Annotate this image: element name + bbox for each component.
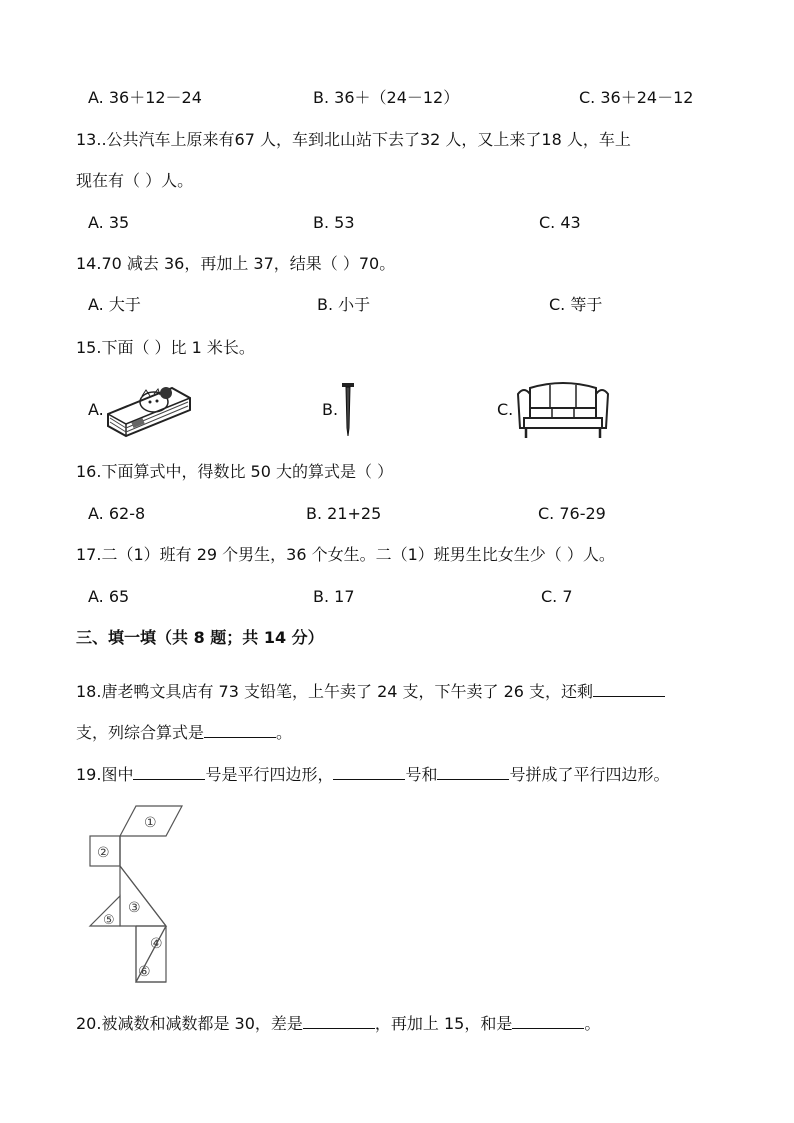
q18-text-part1: 18.唐老鸭文具店有 73 支铅笔，上午卖了 24 支，下午卖了 26 支，还剩: [76, 682, 594, 701]
sofa-picture: [516, 378, 610, 444]
q19-answer-blank-3[interactable]: [437, 763, 509, 780]
nail-picture: [340, 382, 356, 442]
q18-question-line2: [76, 721, 292, 743]
q17-question: 17.二（1）班有 29 个男生，36 个女生。二（1）班男生比女生少（ ）人。: [76, 545, 615, 564]
q14-option-c: C. 等于: [549, 295, 603, 314]
q14-question: 14.70 减去 36，再加上 37，结果（ ）70。: [76, 254, 396, 273]
q14-option-b: B. 小于: [317, 295, 371, 314]
q15-option-a: A.: [88, 400, 104, 419]
q20-text-part3: 。: [584, 1014, 601, 1033]
q13-option-c: C. 43: [539, 213, 581, 232]
q19-text-part1: 19.图中: [76, 765, 134, 784]
q17-option-c: C. 7: [541, 587, 573, 606]
shape-label-6: ⑥: [138, 964, 151, 980]
q13-option-a: A. 35: [88, 213, 130, 232]
q19-question: [76, 763, 670, 785]
q18-text-part3: 。: [276, 723, 293, 742]
shape-label-2: ②: [97, 845, 110, 861]
q19-text-part3: 号和: [405, 765, 438, 784]
q20-question: [76, 1012, 600, 1034]
q16-question: 16.下面算式中，得数比 50 大的算式是（ ）: [76, 462, 394, 481]
q17-option-a: A. 65: [88, 587, 130, 606]
q18-answer-blank-1[interactable]: [593, 680, 665, 697]
q12-option-c: C. 36＋24－12: [579, 88, 694, 107]
shape-label-5: ⑤: [103, 913, 115, 928]
q15-option-b: B.: [322, 400, 339, 419]
q18-answer-blank-2[interactable]: [204, 721, 276, 738]
q20-answer-blank-1[interactable]: [303, 1012, 375, 1029]
section-3-title: 三、填一填（共 8 题；共 14 分）: [76, 628, 324, 647]
q20-text-part2: ，再加上 15，和是: [374, 1014, 513, 1033]
q16-option-a: A. 62-8: [88, 504, 146, 523]
shape-3: [120, 836, 166, 926]
q20-text-part1: 20.被减数和减数都是 30，差是: [76, 1014, 303, 1033]
q14-option-a: A. 大于: [88, 295, 141, 314]
shape-label-4: ④: [150, 936, 163, 952]
q13-question-line1: 13..公共汽车上原来有67 人，车到北山站下去了32 人，又上来了18 人，车上: [76, 130, 631, 149]
q13-option-b: B. 53: [313, 213, 355, 232]
q19-text-part4: 号拼成了平行四边形。: [509, 765, 670, 784]
pencil-case-picture: [102, 380, 194, 444]
q16-option-b: B. 21+25: [306, 504, 382, 523]
q17-option-b: B. 17: [313, 587, 355, 606]
shape-label-3: ③: [128, 900, 141, 916]
q19-shapes-figure: [86, 802, 196, 996]
q18-text-part2: 支，列综合算式是: [76, 723, 205, 742]
q19-text-part2: 号是平行四边形，: [205, 765, 334, 784]
q20-answer-blank-2[interactable]: [512, 1012, 584, 1029]
q12-option-b: B. 36＋（24－12）: [313, 88, 460, 107]
q18-question-line1: [76, 680, 665, 702]
q16-option-c: C. 76-29: [538, 504, 606, 523]
q15-option-c: C.: [497, 400, 514, 419]
q15-question: 15.下面（ ）比 1 米长。: [76, 338, 255, 357]
q19-answer-blank-1[interactable]: [133, 763, 205, 780]
q12-option-a: A. 36＋12－24: [88, 88, 202, 107]
q19-answer-blank-2[interactable]: [333, 763, 405, 780]
q13-question-line2: 现在有（ ）人。: [76, 171, 194, 190]
shape-label-1: ①: [144, 815, 157, 831]
